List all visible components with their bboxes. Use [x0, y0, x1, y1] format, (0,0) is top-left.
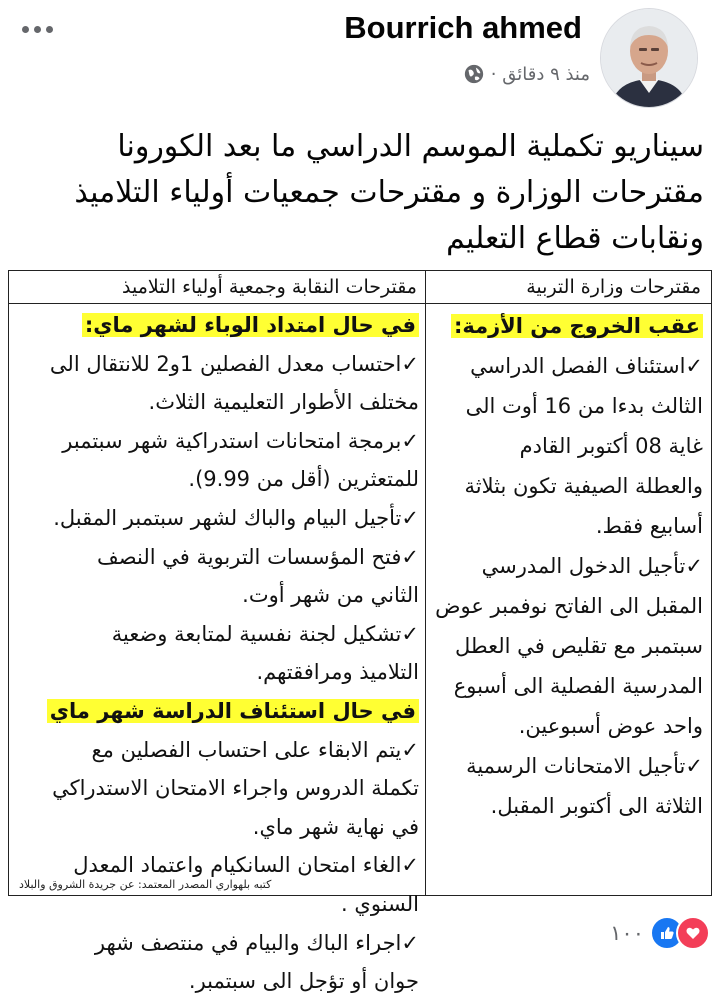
- document-line: [434, 586, 703, 626]
- line-text: الثاني من شهر أوت.: [242, 583, 419, 608]
- line-text: ✓تشكيل لجنة نفسية لمتابعة وضعية: [111, 621, 419, 646]
- document-line: [17, 615, 419, 654]
- line-text: التلاميذ ومرافقتهم.: [256, 660, 419, 685]
- document-line: [17, 422, 419, 461]
- document-line: [434, 306, 703, 346]
- document-line: [17, 692, 419, 731]
- document-line: [434, 666, 703, 706]
- line-text: ✓تأجيل الامتحانات الرسمية: [466, 754, 703, 778]
- document-line: [434, 626, 703, 666]
- post-text: [24, 124, 704, 262]
- reactions-bar[interactable]: [610, 916, 710, 950]
- document-line: [17, 383, 419, 422]
- line-text: ✓تأجيل الدخول المدرسي: [481, 554, 703, 578]
- post-meta: [463, 60, 590, 88]
- line-text: مختلف الأطوار التعليمية الثلاث.: [148, 390, 419, 415]
- line-text: تكملة الدروس واجراء الامتحان الاستدراكي: [52, 776, 419, 801]
- line-text: ✓فتح المؤسسات التربوية في النصف: [97, 544, 419, 569]
- line-text: السنوي .: [341, 891, 419, 916]
- post-text-line: مقترحات الوزارة و مقترحات جمعيات أولياء التلاميذ: [74, 175, 704, 210]
- highlighted-heading: في حال امتداد الوباء لشهر ماي:: [82, 313, 419, 337]
- document-line: [17, 345, 419, 384]
- love-icon: [676, 916, 710, 950]
- document-line: [434, 746, 703, 786]
- ministry-proposals: [426, 304, 711, 826]
- avatar-photo: [601, 9, 697, 107]
- line-text: ✓احتساب معدل الفصلين 1و2 للانتقال الى: [49, 351, 419, 376]
- document-line: [17, 962, 419, 1001]
- post-text-line: سيناريو تكملية الموسم الدراسي ما بعد الكورونا: [117, 129, 704, 164]
- highlighted-heading: عقب الخروج من الأزمة:: [451, 314, 703, 338]
- document-line: [17, 924, 419, 963]
- union-proposals: [9, 304, 427, 1001]
- document-line: [434, 506, 703, 546]
- line-text: في نهاية شهر ماي.: [252, 814, 419, 839]
- ministry-column-header: مقترحات وزارة التربية: [426, 271, 711, 304]
- line-text: والعطلة الصيفية تكون بثلاثة: [464, 474, 703, 498]
- reaction-icons: [650, 916, 710, 950]
- line-text: أسابيع فقط.: [595, 514, 703, 538]
- globe-icon: [463, 63, 485, 85]
- post-text-line: ونقابات قطاع التعليم: [446, 221, 704, 256]
- union-column-header: مقترحات النقابة وجمعية أولياء التلاميذ: [9, 271, 427, 304]
- line-text: ✓برمجة امتحانات استدراكية شهر سبتمبر: [62, 428, 419, 453]
- line-text: ✓الغاء امتحان السانكيام واعتماد المعدل: [73, 853, 419, 878]
- post-time[interactable]: منذ ٩ دقائق ·: [490, 63, 590, 85]
- document-line: [17, 538, 419, 577]
- document-line: [17, 306, 419, 345]
- line-text: غاية 08 أكتوبر القادم: [519, 434, 703, 458]
- union-column: [9, 271, 427, 994]
- line-text: المقبل الى الفاتح نوفمبر عوض: [435, 594, 703, 618]
- line-text: الثلاثة الى أكتوبر المقبل.: [490, 794, 703, 818]
- line-text: ✓اجراء الباك والبيام في منتصف شهر: [94, 930, 419, 955]
- document-line: [17, 769, 419, 808]
- ministry-column: [425, 271, 711, 895]
- line-text: ✓تأجيل البيام والباك لشهر سبتمبر المقبل.: [53, 505, 419, 530]
- document-line: [17, 576, 419, 615]
- document-line: [434, 386, 703, 426]
- document-line: [434, 466, 703, 506]
- document-line: [17, 808, 419, 847]
- document-line: [434, 426, 703, 466]
- document-line: [17, 460, 419, 499]
- document-line: [17, 731, 419, 770]
- source-caption: كتبه بلهواري المصدر المعتمد: عن جريدة الشروق والبلاد: [19, 878, 272, 891]
- line-text: ✓يتم الابقاء على احتساب الفصلين مع: [91, 737, 419, 762]
- document-line: [434, 546, 703, 586]
- line-text: للمتعثرين (أقل من 9.99).: [188, 467, 419, 492]
- avatar[interactable]: [600, 8, 698, 108]
- line-text: ✓استئناف الفصل الدراسي: [470, 354, 703, 378]
- document-line: [17, 499, 419, 538]
- document-line: [434, 706, 703, 746]
- highlighted-heading: في حال استئناف الدراسة شهر ماي: [47, 699, 419, 723]
- line-text: جوان أو تؤجل الى سبتمبر.: [188, 969, 419, 994]
- line-text: الثالث بدءا من 16 أوت الى: [465, 394, 703, 418]
- document-line: [434, 346, 703, 386]
- line-text: المدرسية الفصلية الى أسبوع: [453, 674, 703, 698]
- document-line: [434, 786, 703, 826]
- line-text: واحد عوض أسبوعين.: [518, 714, 703, 738]
- more-options-icon[interactable]: [22, 26, 53, 33]
- reaction-count[interactable]: ١٠٠: [610, 921, 644, 945]
- post-header: [0, 0, 720, 120]
- document-line: [17, 653, 419, 692]
- author-name[interactable]: Bourrich ahmed: [344, 10, 582, 45]
- line-text: سبتمبر مع تقليص في العطل: [455, 634, 703, 658]
